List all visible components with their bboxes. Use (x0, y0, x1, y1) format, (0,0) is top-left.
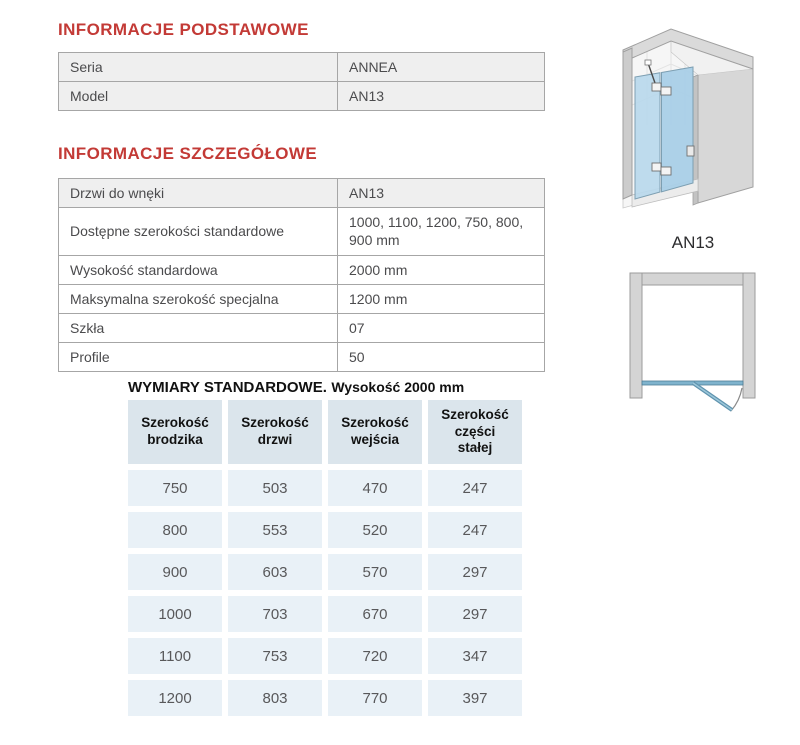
model-label: AN13 (671, 233, 715, 252)
dimension-cell: 553 (228, 512, 322, 548)
row-label: Drzwi do wnęki (59, 179, 338, 208)
row-label: Profile (59, 343, 338, 372)
dimension-cell: 247 (428, 470, 522, 506)
detailed-info-heading: INFORMACJE SZCZEGÓŁOWE (58, 144, 318, 163)
table-row (128, 596, 522, 632)
column-header: Szerokość drzwi (228, 400, 322, 464)
row-value: AN13 (338, 179, 545, 208)
dimension-cell: 750 (128, 470, 222, 506)
dimension-cell: 770 (328, 680, 422, 716)
row-label: Dostępne szerokości standardowe (59, 208, 338, 255)
row-value: AN13 (338, 82, 545, 111)
row-label: Seria (59, 53, 338, 82)
row-label: Maksymalna szerokość specjalna (59, 284, 338, 313)
table-row (59, 343, 545, 372)
row-value: 1200 mm (338, 284, 545, 313)
table-row (59, 313, 545, 342)
table-row (128, 638, 522, 674)
table-row (128, 680, 522, 716)
dimension-cell: 1000 (128, 596, 222, 632)
dimension-cell: 503 (228, 470, 322, 506)
row-value: 2000 mm (338, 255, 545, 284)
dimension-cell: 720 (328, 638, 422, 674)
detailed-info-table (58, 178, 545, 372)
table-row (59, 53, 545, 82)
dimension-cell: 470 (328, 470, 422, 506)
table-row (128, 470, 522, 506)
table-row (59, 255, 545, 284)
wall-frame (630, 273, 755, 398)
shower-3d-illustration (610, 25, 776, 231)
row-value: 1000, 1100, 1200, 750, 800, 900 mm (338, 208, 545, 255)
left-wall (623, 48, 632, 199)
dimension-cell: 297 (428, 554, 522, 590)
dimension-cell: 520 (328, 512, 422, 548)
table-row (59, 208, 545, 255)
dimensions-table (122, 394, 528, 722)
dimensions-title: WYMIARY STANDARDOWE. (128, 379, 327, 396)
row-value: 07 (338, 313, 545, 342)
row-label: Wysokość standardowa (59, 255, 338, 284)
plan-view-diagram (626, 268, 758, 420)
table-row (128, 554, 522, 590)
open-door-leaf-highlight (693, 383, 732, 410)
column-header: Szerokość brodzika (128, 400, 222, 464)
row-value: ANNEA (338, 53, 545, 82)
basic-info-table (58, 52, 545, 111)
dimension-cell: 347 (428, 638, 522, 674)
dimension-cell: 703 (228, 596, 322, 632)
dimensions-subtitle: Wysokość 2000 mm (331, 379, 465, 395)
table-row (128, 512, 522, 548)
table-row (59, 284, 545, 313)
row-label: Model (59, 82, 338, 111)
door-handle-icon (687, 146, 694, 156)
table-row (59, 82, 545, 111)
row-label: Szkła (59, 313, 338, 342)
dimension-cell: 900 (128, 554, 222, 590)
dimension-cell: 397 (428, 680, 522, 716)
basic-info-heading: INFORMACJE PODSTAWOWE (58, 20, 309, 39)
row-value: 50 (338, 343, 545, 372)
table-row (59, 179, 545, 208)
column-header: Szerokość wejścia (328, 400, 422, 464)
door-swing-arc (731, 388, 742, 411)
dimension-cell: 603 (228, 554, 322, 590)
dimension-cell: 1200 (128, 680, 222, 716)
dimension-cell: 570 (328, 554, 422, 590)
header-row (128, 400, 522, 464)
dimension-cell: 753 (228, 638, 322, 674)
dimension-cell: 247 (428, 512, 522, 548)
column-header: Szerokość części stałej (428, 400, 522, 464)
dimension-cell: 1100 (128, 638, 222, 674)
dimension-cell: 670 (328, 596, 422, 632)
dimension-cell: 800 (128, 512, 222, 548)
dimension-cell: 297 (428, 596, 522, 632)
dimension-cell: 803 (228, 680, 322, 716)
